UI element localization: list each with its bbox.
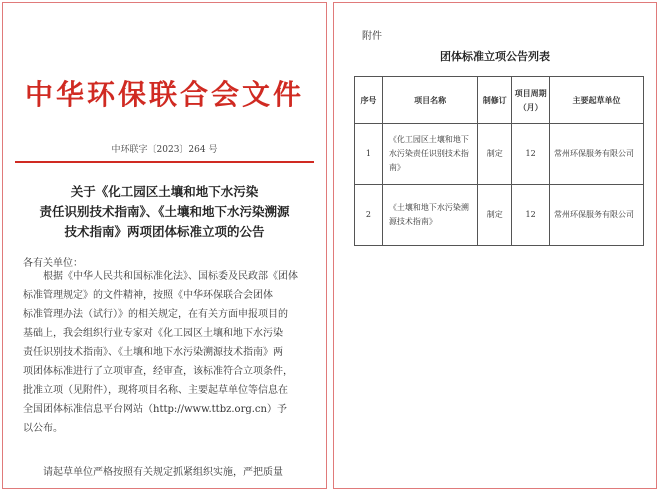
column-header-period (512, 77, 550, 124)
cell-org: 常州环保服务有限公司 (550, 185, 644, 246)
column-header-period-unit: （月） (518, 102, 543, 112)
cell-period: 12 (512, 124, 550, 185)
body-line: 项团体标准进行了立项审查，经审查，该标准符合立项条件， (23, 366, 293, 377)
column-header-org: 主要起草单位 (550, 77, 644, 124)
cell-name-line: 《土壤和地下水污染溯 (388, 203, 469, 212)
body-line: 标准管理办法（试行）》的相关规定，在有关方面申报项目的 (23, 309, 288, 320)
standards-table (354, 76, 644, 246)
cell-no: 2 (355, 185, 383, 246)
notice-document-page (2, 2, 327, 489)
body-line: 基础上，我会组织行业专家对《化工园区土壤和地下水污染 (23, 328, 283, 339)
cell-no: 1 (355, 124, 383, 185)
notice-body (23, 267, 323, 438)
document-number: 中环联字〔2023〕264 号 (111, 145, 218, 155)
attachment-label: 附件 (362, 31, 382, 42)
cell-name (382, 124, 477, 185)
attachment-page (333, 2, 657, 489)
cell-name-line: 《化工园区土壤和地下 (388, 135, 469, 144)
cell-name-line: 南》 (388, 163, 405, 172)
salutation: 各有关单位： (23, 258, 83, 269)
column-header-name: 项目名称 (382, 77, 477, 124)
closing-paragraph: 请起草单位严格按照有关规定抓紧组织实施，严把质量 (43, 467, 283, 478)
body-line: 根据《中华人民共和国标准化法》、国标委及民政部《团体 (43, 271, 298, 282)
cell-name-line: 源技术指南》 (388, 217, 437, 226)
cell-type: 制定 (478, 185, 512, 246)
table-row (355, 185, 644, 246)
cell-name (382, 185, 477, 246)
column-header-period-label: 项目周期 (514, 88, 547, 98)
body-line: 全国团体标准信息平台网站（http://www.ttbz.org.cn）予 (23, 404, 287, 415)
column-header-no: 序号 (355, 77, 383, 124)
table-title: 团体标准立项公告列表 (440, 50, 550, 63)
table-row (355, 124, 644, 185)
body-line: 责任识别技术指南》、《土壤和地下水污染溯源技术指南》两 (23, 347, 283, 358)
masthead-title: 中华环保联合会文件 (24, 78, 304, 111)
notice-title-line: 责任识别技术指南》、《土壤和地下水污染溯源 (39, 204, 290, 219)
notice-title-line: 关于《化工园区土壤和地下水污染 (70, 184, 259, 199)
cell-org: 常州环保服务有限公司 (550, 124, 644, 185)
cell-name-line: 水污染责任识别技术指 (388, 149, 469, 158)
cell-period: 12 (512, 185, 550, 246)
notice-title-line: 技术指南》两项团体标准立项的公告 (64, 224, 265, 239)
column-header-type: 制修订 (478, 77, 512, 124)
notice-title (33, 182, 296, 242)
red-divider-line (15, 161, 314, 163)
body-line: 标准管理规定》的文件精神，按照《中华环保联合会团体 (23, 290, 273, 301)
body-line: 批准立项（见附件），现将项目名称、主要起草单位等信息在 (23, 385, 288, 396)
table-header-row (355, 77, 644, 124)
body-line: 以公布。 (23, 423, 63, 434)
cell-type: 制定 (478, 124, 512, 185)
